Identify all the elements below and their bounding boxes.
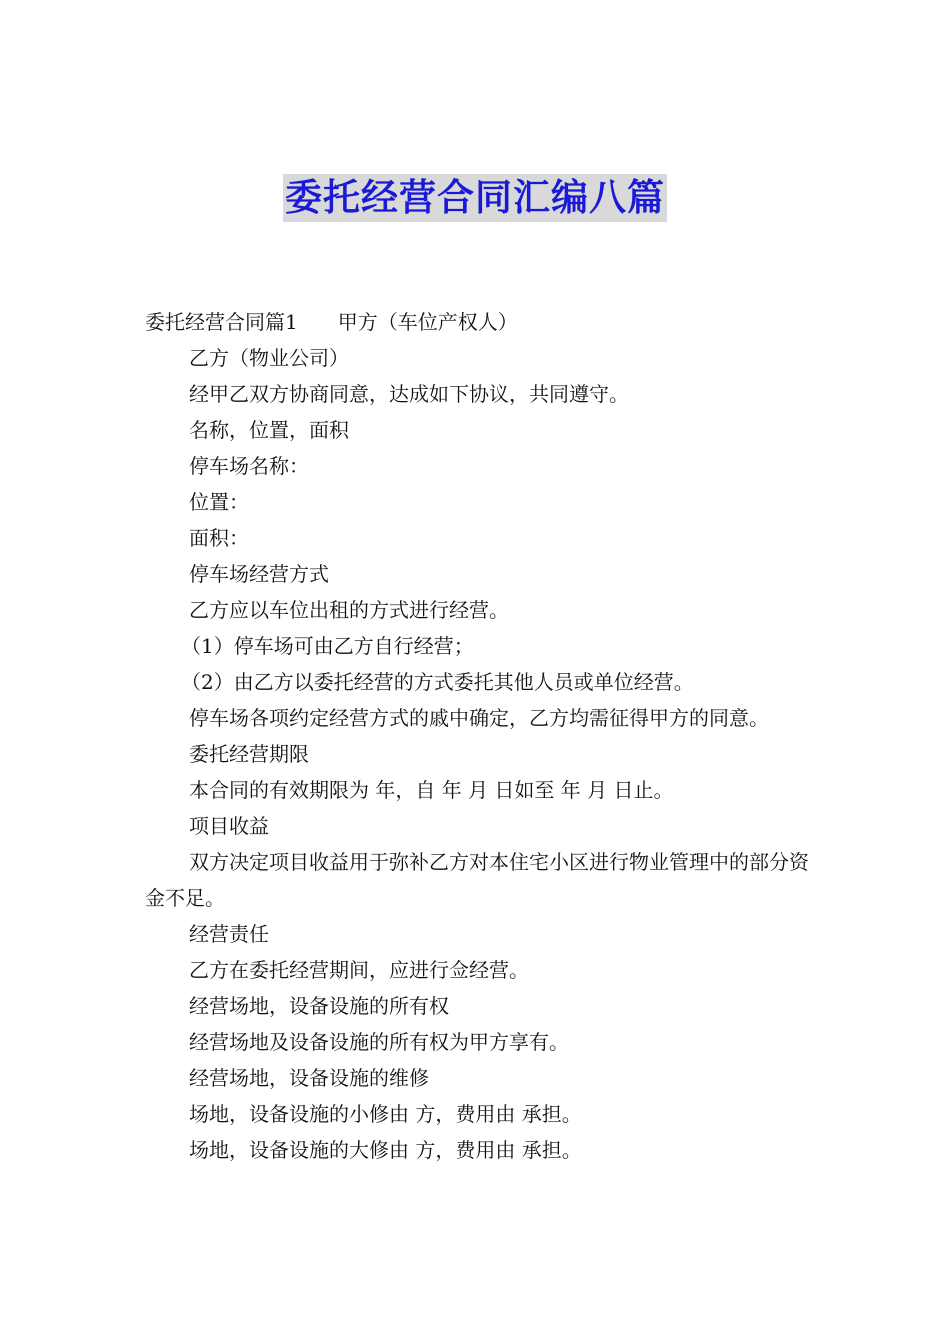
title-container [0,174,950,222]
paragraph: （1）停车场可由乙方自行经营； [181,634,474,658]
paragraph: 双方决定项目收益用于弥补乙方对本住宅小区进行物业管理中的部分资金不足。 [145,850,809,910]
paragraph: 停车场名称： [189,454,309,478]
paragraph: 经营场地，设备设施的所有权 [189,994,449,1018]
paragraph: 场地，设备设施的小修由 方，费用由 承担。 [189,1102,582,1126]
paragraph: 停车场各项约定经营方式的戚中确定，乙方均需征得甲方的同意。 [189,706,769,730]
paragraph: 委托经营期限 [189,742,309,766]
paragraph: 面积： [189,526,249,550]
paragraph: 乙方应以车位出租的方式进行经营。 [189,598,509,622]
paragraph: 乙方（物业公司） [189,346,349,370]
paragraph: 经甲乙双方协商同意，达成如下协议，共同遵守。 [189,382,629,406]
paragraph: 经营责任 [189,922,269,946]
paragraph: 委托经营合同篇1 甲方（车位产权人） [145,310,518,334]
paragraph: （2）由乙方以委托经营的方式委托其他人员或单位经营。 [181,670,694,694]
paragraph: 位置： [189,490,249,514]
paragraph: 停车场经营方式 [189,562,329,586]
paragraph: 名称，位置，面积 [189,418,349,442]
page-title: 委托经营合同汇编八篇 [283,174,667,222]
paragraph: 经营场地，设备设施的维修 [189,1066,429,1090]
paragraph: 项目收益 [189,814,269,838]
document-body [145,304,809,1168]
paragraph: 本合同的有效期限为 年，自 年 月 日如至 年 月 日止。 [189,778,674,802]
paragraph: 乙方在委托经营期间，应进行佥经营。 [189,958,529,982]
paragraph: 场地，设备设施的大修由 方，费用由 承担。 [189,1138,582,1162]
paragraph: 经营场地及设备设施的所有权为甲方享有。 [189,1030,569,1054]
